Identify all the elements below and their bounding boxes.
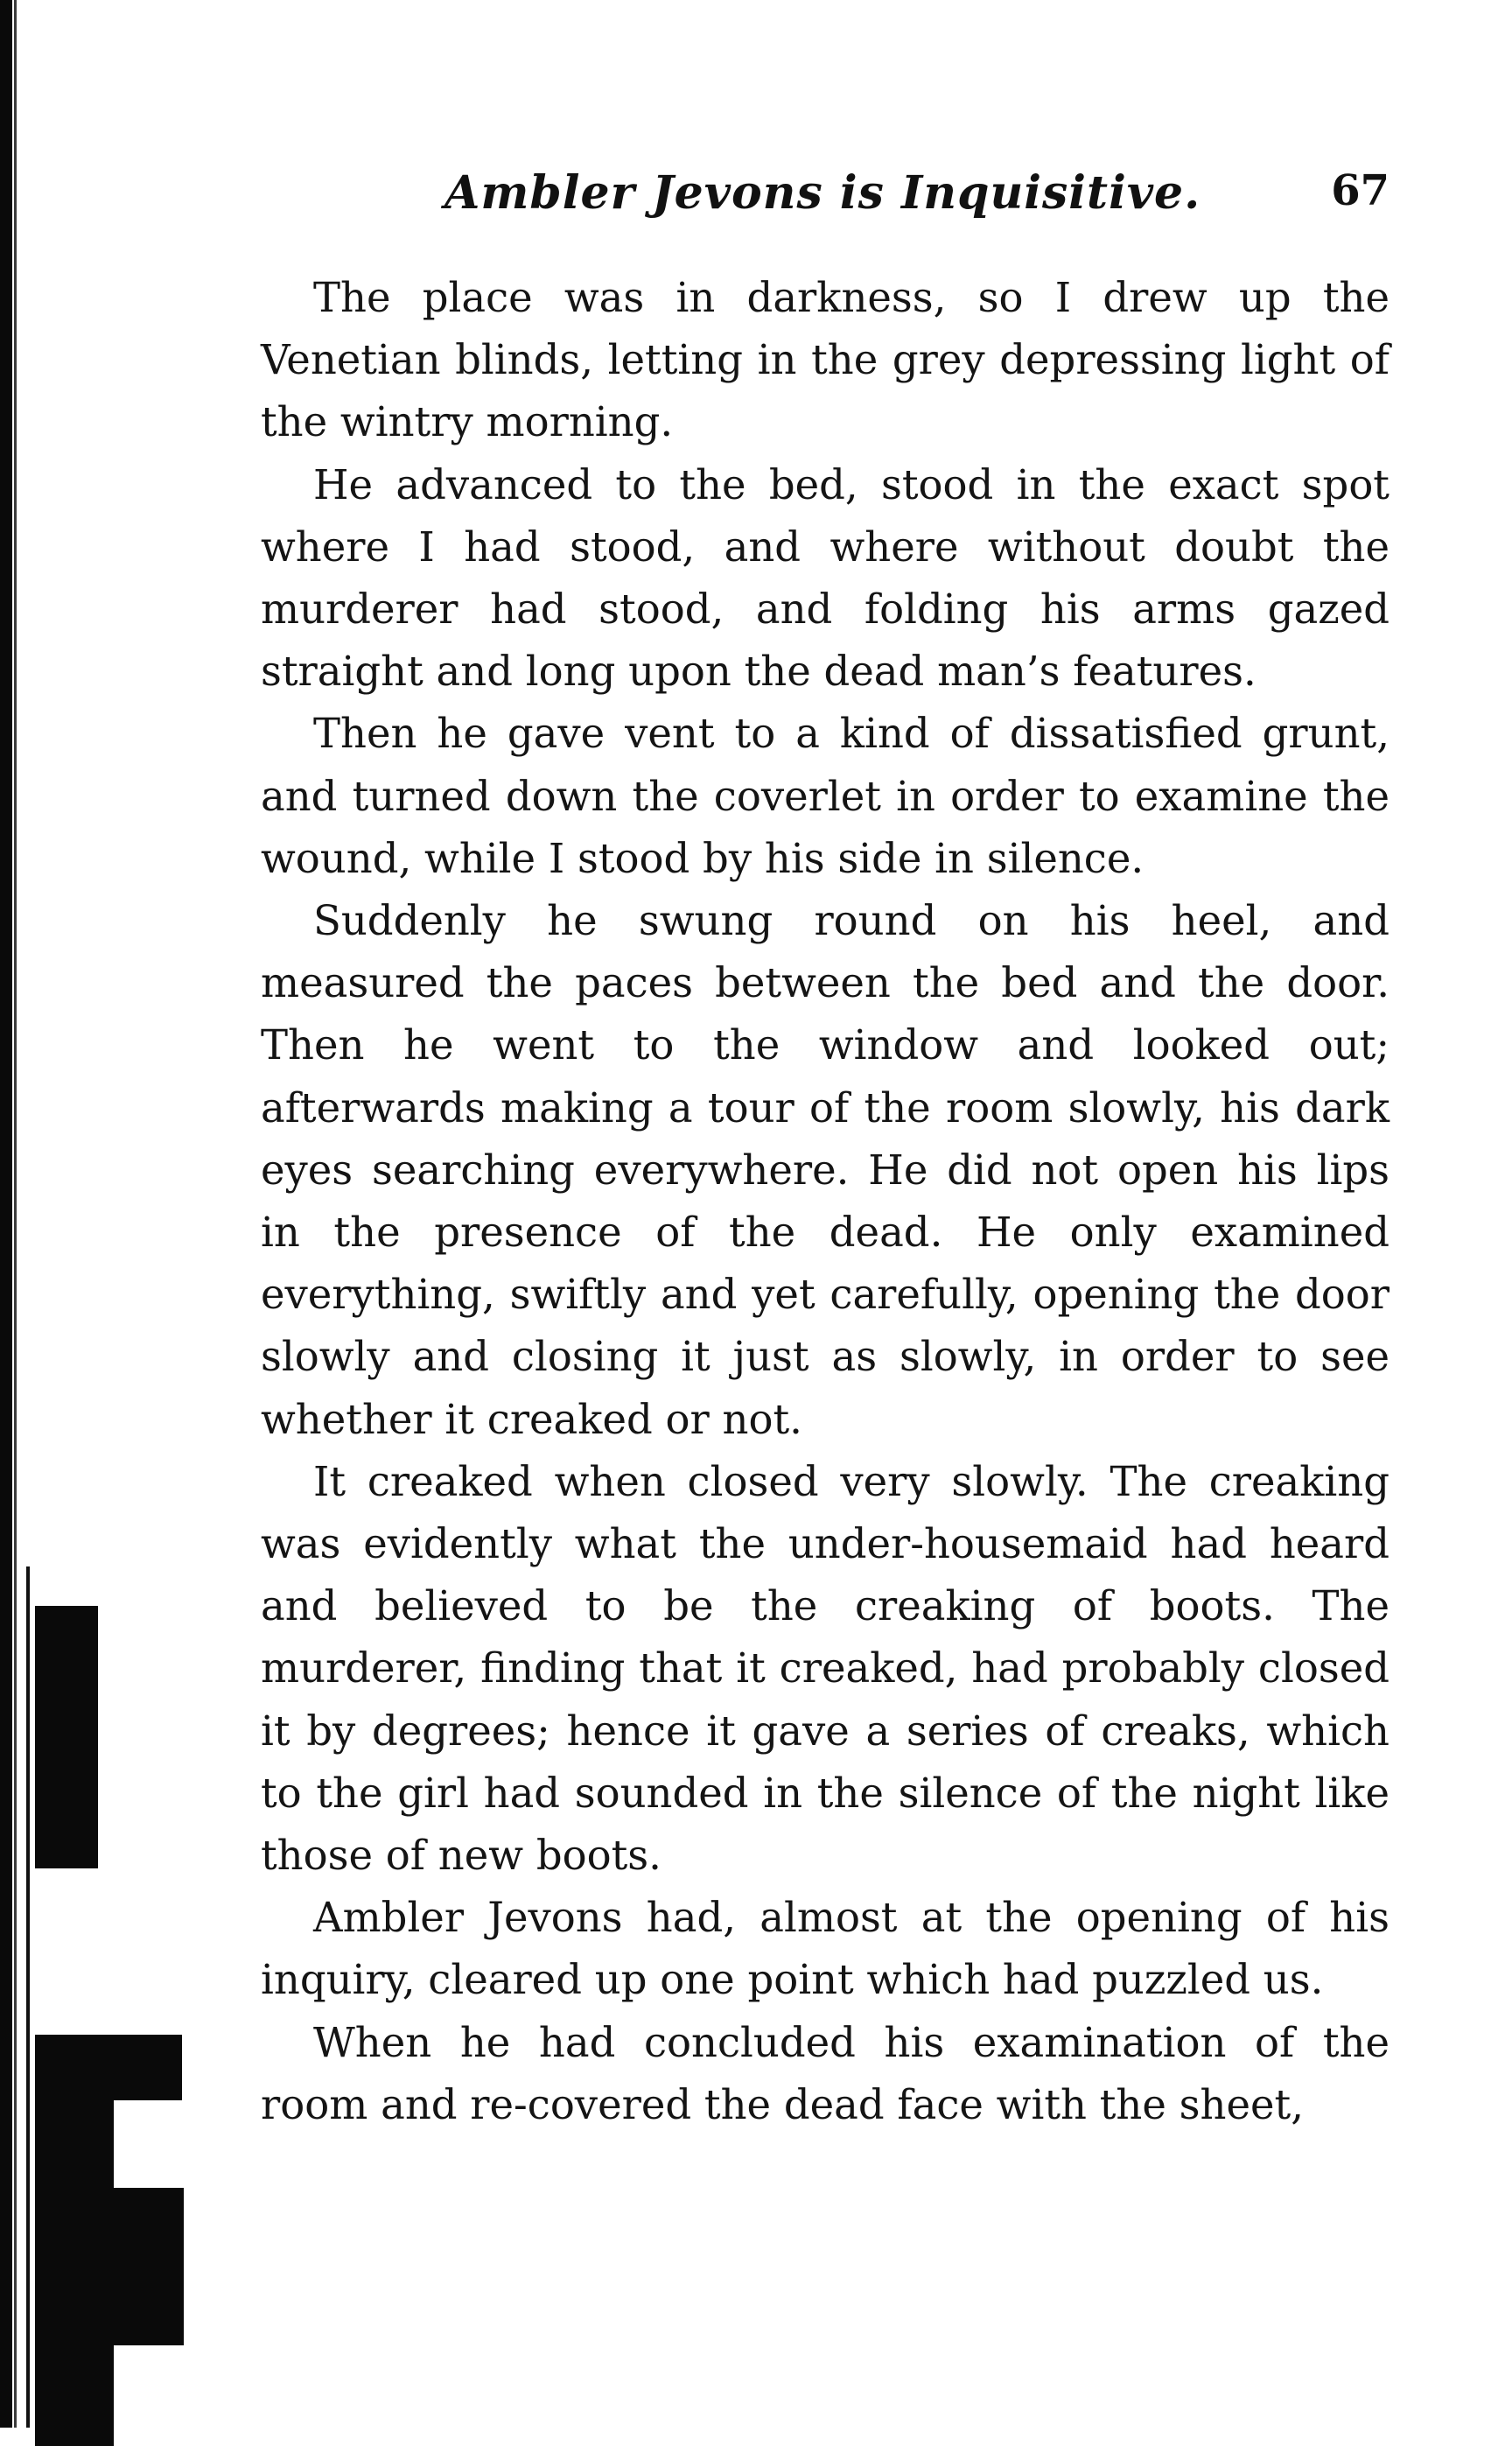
paragraph: When he had concluded his examination of the room and re-covered the dead face with the sheet, [261,2018,1390,2128]
paragraph: The place was in darkness, so I drew up the Venetian blinds, letting in the grey depressing light of the wintry morning. [261,274,1390,446]
body-text [261,267,1390,2136]
page-number: 67 [1331,166,1390,215]
paragraph: Ambler Jevons had, almost at the opening of his inquiry, cleared up one point which had puzzled us. [261,1894,1390,2004]
page-header [261,166,1390,245]
running-head: Ambler Jevons is Inquisitive. [444,166,1201,220]
paragraph: Suddenly he swung round on his heel, and measured the paces between the bed and the door. Then he went to the window and looked out; afterwards making a tour of the room slowly, his dark eyes searching everywhere. He did not open his lips in the presence of the dead. He only examined everything, swiftly and yet carefully, opening the door slowly and closing it just as slowly, in order to see whether it creaked or not. [261,897,1390,1443]
paragraph: It creaked when closed very slowly. The creaking was evidently what the under-housemaid had heard and believed to be the creaking of boots. The murderer, finding that it creaked, had probably closed it by degrees; hence it gave a series of creaks, which to the girl had sounded in the silence of the night like those of new boots. [261,1457,1390,1880]
paragraph: He advanced to the bed, stood in the exact spot where I had stood, and where without doubt the murderer had stood, and folding his arms gazed straight and long upon the dead man’s features. [261,460,1390,696]
paragraph: Then he gave vent to a kind of dissatisfied grunt, and turned down the coverlet in order to examine the wound, while I stood by his side in silence. [261,710,1390,882]
